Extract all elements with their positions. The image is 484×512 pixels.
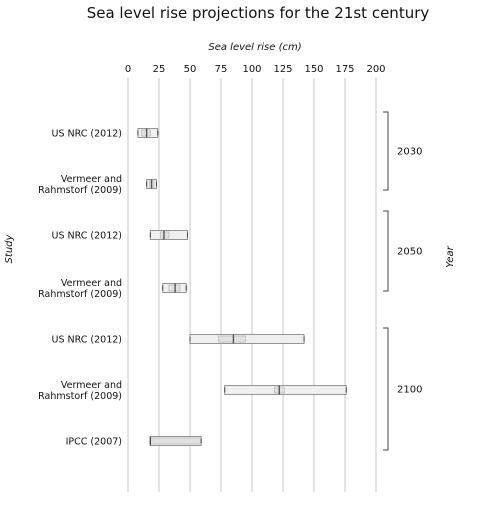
row-label: [38, 380, 122, 402]
x-axis-label: Sea level rise (cm): [208, 42, 302, 53]
x-tick-label: 175: [335, 64, 355, 75]
row-label: [52, 129, 122, 140]
chart-title: Sea level rise projections for the 21st century: [86, 4, 430, 22]
range-box: [225, 386, 347, 395]
iqr-box: [219, 336, 246, 342]
iqr-box: [150, 438, 201, 444]
x-tick-label: 125: [273, 64, 293, 75]
year-label: 2050: [397, 246, 423, 258]
x-tick-label: 50: [183, 64, 197, 75]
row-label-line: Rahmstorf (2009): [38, 391, 122, 402]
row-label-line: US NRC (2012): [51, 128, 122, 140]
row-label-line: Rahmstorf (2009): [38, 289, 122, 300]
year-brackets: [383, 112, 422, 450]
row-label-line: IPCC (2007): [65, 436, 122, 448]
row-label-line: US NRC (2012): [51, 334, 122, 346]
row-label: [38, 278, 122, 300]
row-label: [66, 437, 122, 448]
row-label: [52, 335, 122, 346]
year-bracket: [383, 112, 388, 190]
x-tick-label: 150: [304, 64, 324, 75]
x-tick-label: 75: [214, 64, 228, 75]
row-label-line: Vermeer and: [60, 380, 122, 391]
year-bracket: [383, 211, 388, 291]
year-label: 2030: [397, 146, 423, 158]
x-ticks: [125, 64, 386, 75]
year-bracket: [383, 328, 388, 450]
y-axis-label: Study: [4, 234, 15, 264]
boxes: [138, 129, 346, 446]
row-label-line: Rahmstorf (2009): [38, 185, 122, 196]
row-label-line: Vermeer and: [60, 278, 122, 289]
x-tick-label: 25: [152, 64, 166, 75]
x-tick-label: 0: [124, 64, 132, 75]
row-label-line: US NRC (2012): [51, 230, 122, 242]
row-label-line: Vermeer and: [60, 174, 122, 185]
year-label: 2100: [397, 384, 423, 396]
y2-axis-label: Year: [445, 246, 456, 268]
row-label: [38, 174, 122, 196]
x-tick-label: 200: [366, 64, 386, 75]
row-label: [52, 231, 122, 242]
x-tick-label: 100: [242, 64, 262, 75]
range-box: [190, 335, 304, 344]
row-labels: [38, 129, 122, 448]
